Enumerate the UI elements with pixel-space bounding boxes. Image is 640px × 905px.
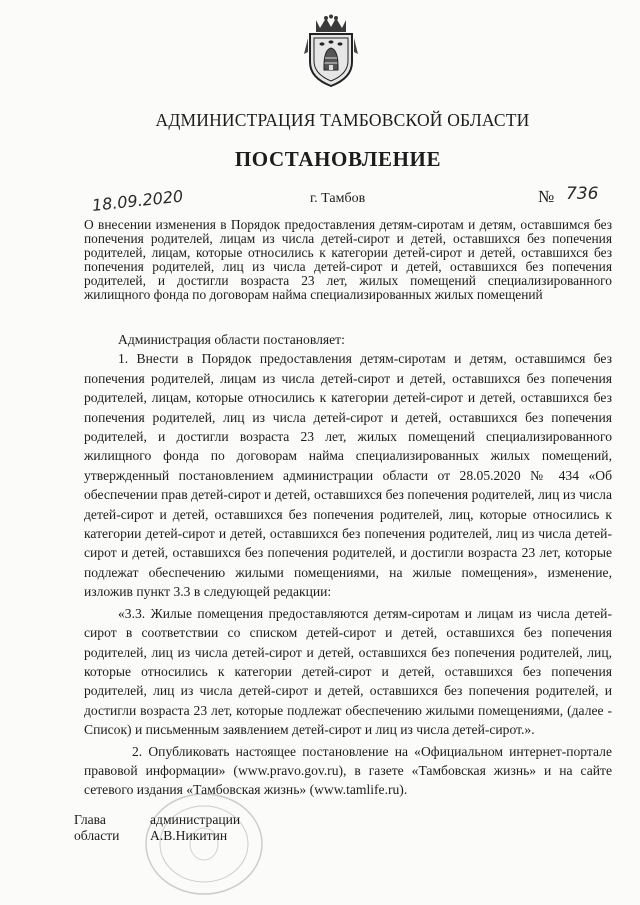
authority-name: АДМИНИСТРАЦИЯ ТАМБОВСКОЙ ОБЛАСТИ [155,110,530,130]
signature-block [74,812,240,844]
document-number-label: № [538,187,555,206]
body-item-1: 1. Внести в Порядок предоставления детям-сиротам и детям, оставшимся без попечения родителей, лицам из числа детей-сирот и детей, оставшихся без попечения родителей, лицам, которые относились к категории детей-сирот и детей, оставшихся без попечения родителей, лиц из числа детей-сирот и детей, оставшихся без попечения родителей, и достигли возраста 23 лет, жилых помещений специализированного жилищного фонда по договорам найма специализированных жилых помещений, утвержденный постановлением администрации области от 28.05.2020 № 434 «Об обеспечении прав детей-сирот и детей, оставшихся без попечения родителей, лиц из числа детей-сирот и детей, оставшихся без попечения родителей, лиц, которые относились к категории детей-сирот и детей, оставшихся без попечения родителей, лиц из числа детей-сирот и детей, оставшихся без попечения родителей, и достигли возраста 23 лет, которые подлежат обеспечению жилыми помещениями, на жилые помещения», изменение, изложив пункт 3.3 в следующей редакции: [84,351,612,600]
document-number: 736 [566,184,599,204]
signature-position-line2: области [74,828,120,843]
document-city: г. Тамбов [310,191,366,206]
document-date: 18.09.2020 [91,186,185,215]
coat-of-arms-icon [302,14,360,88]
document-body [84,330,612,800]
signature-position-rest: администрации [150,812,241,827]
signature-position-line1: Глава [74,812,106,827]
body-lead: Администрация области постановляет: [118,332,345,347]
body-quote: «3.3. Жилые помещения предоставляются детям-сиротам и лицам из числа детей-сирот в соответствии со списком детей-сирот и детей, оставшихся без попечения родителей, лиц из числа детей-сирот и детей, оставшихся без попечения родителей, лиц, которые относились к категории детей-сирот и детей, оставшихся без попечения родителей, лиц из числа детей-сирот и детей, оставшихся без попечения родителей, и достигли возраста 23 лет, которые подлежат обеспечению жилыми помещениями, (далее - Список) и письменным заявлением детей-сирот и лиц из числа детей-сирот.». [84,605,612,738]
document-type: ПОСТАНОВЛЕНИЕ [234,147,442,171]
body-item-2: 2. Опубликовать настоящее постановление на «Официальном интернет-портале правовой информации» (www.pravo.gov.ru), в газете «Тамбовская жизнь» и на сайте сетевого издания «Тамбовская жизнь» (www.tamlife.ru). [84,743,612,798]
document-title: О внесении изменения в Порядок предоставления детям-сиротам и детям, оставшимся без попечения родителей, лицам из числа детей-сирот и детей, оставшихся без попечения родителей, лицам, которые относились к категории детей-сирот и детей, оставшихся без попечения родителей, лиц из числа детей-сирот и детей, оставшихся без попечения родителей, и достигли возраста 23 лет, жилых помещений специализированного жилищного фонда по договорам найма специализированных жилых помещений [84,217,612,302]
signatory-name: А.В.Никитин [150,828,228,843]
